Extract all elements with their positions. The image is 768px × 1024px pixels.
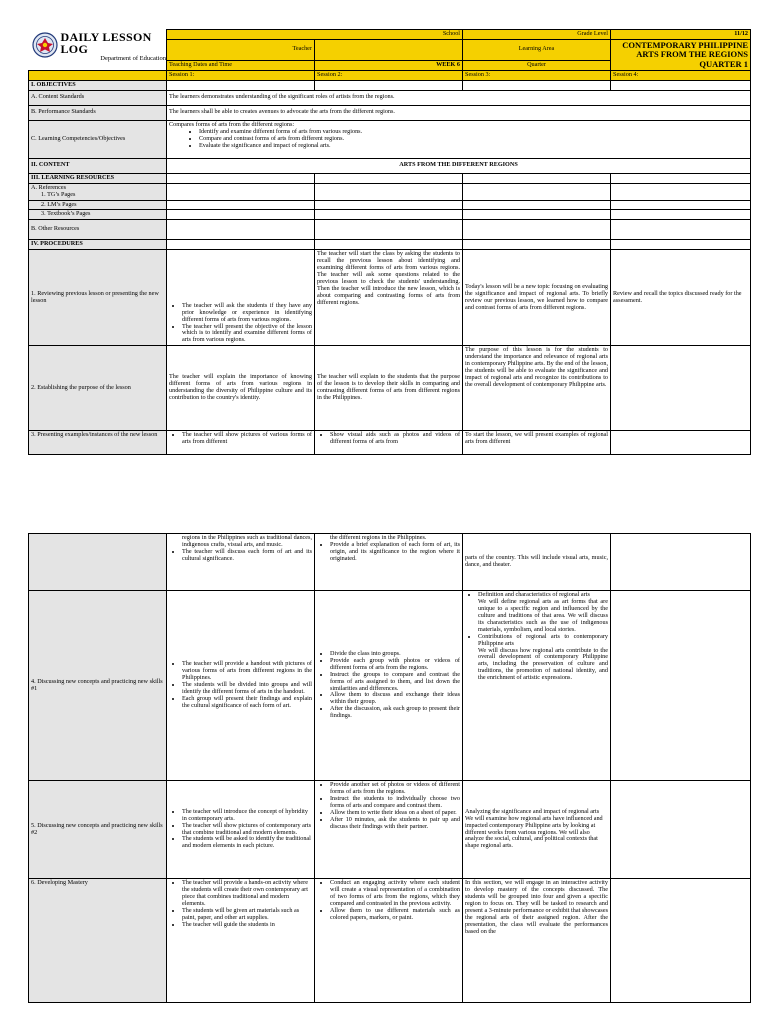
session-3-header: Session 3: <box>463 70 611 80</box>
list-item: • Allow them to write their ideas on a sheet of paper. <box>330 810 460 817</box>
competencies-intro: Compares forms of arts from the different regions: <box>169 120 295 128</box>
list-item: • The teacher will introduce the concept of hybridity in contemporary arts. <box>182 809 312 823</box>
references-label: A. References <box>31 183 67 191</box>
list-item: • The teacher will provide a hands-on activity where the students will create their own contemporary art piece that combines traditional and modern elements. <box>182 880 312 908</box>
procedure-3-session-3-cont: parts of the country. This will include visual arts, music, dance, and theater. <box>463 534 611 591</box>
procedure-4-session-4 <box>611 591 751 781</box>
quarter-label: Quarter <box>463 60 611 70</box>
procedure-5-session-1 <box>167 781 315 879</box>
content-heading: II. CONTENT <box>29 158 167 173</box>
teacher-value <box>315 40 463 61</box>
references-cell <box>29 183 167 200</box>
procedure-3-session-1 <box>167 431 315 455</box>
performance-standards-label: B. Performance Standards <box>29 105 167 120</box>
department-name: Department of Education <box>100 54 166 62</box>
list-item: • Instruct the students to individually choose two forms of arts and compare and contrast them. <box>330 796 460 810</box>
week-value: WEEK 6 <box>315 60 463 70</box>
list-item: • Identify and examine different forms of arts from various regions. <box>199 129 748 136</box>
learning-area-label: Learning Area <box>463 40 611 61</box>
school-label: School <box>167 30 463 40</box>
list-item: • The students will be divided into groups and will identify the different forms of arts in the handout. <box>182 682 312 696</box>
list-item: • The teacher will present the objective of the lesson which is to identify and examine different forms of arts from various regions. <box>182 324 312 345</box>
procedure-5-session-3 <box>463 781 611 879</box>
procedure-4-session-1 <box>167 591 315 781</box>
list-item: • The teacher will show pictures of various forms of arts from different <box>182 432 312 446</box>
content-standards-label: A. Content Standards <box>29 90 167 105</box>
competencies-label: C. Learning Competencies/Objectives <box>29 120 167 158</box>
procedure-6-session-4 <box>611 879 751 1003</box>
list-item: • The teacher will discuss each form of art and its cultural significance. <box>182 549 312 563</box>
grade-level-value: 11/12 <box>611 30 751 40</box>
learning-area-cell <box>611 40 751 71</box>
competencies-cell <box>167 120 751 158</box>
procedure-4-session-3 <box>463 591 611 781</box>
list-item: • The students will be asked to identify the traditional and modern elements in each picture. <box>182 836 312 850</box>
teaching-dates-label: Teaching Dates and Time <box>167 60 315 70</box>
quarter-value: QUARTER 1 <box>699 58 749 69</box>
list-item: • Provide each group with photos or videos of different forms of arts from the regions. <box>330 658 460 672</box>
procedure-5-label: 5. Discussing new concepts and practicing new skills #2 <box>29 781 167 879</box>
learning-area-value: CONTEMPORARY PHILIPPINE ARTS FROM THE REGIONS <box>622 40 749 59</box>
procedure-6-label: 6. Developing Mastery <box>29 879 167 1003</box>
list-item: • Contributions of regional arts to contemporary Philippine arts <box>478 634 608 648</box>
procedure-5-session-3-text: We will examine how regional arts have influenced and impacted contemporary Philippine arts by looking at different works from various regions. We will also analyze the social, cultural, and political contexts that shape regional arts. <box>465 814 603 850</box>
grade-level-label: Grade Level <box>463 30 611 40</box>
header-brand <box>29 30 167 71</box>
teacher-label: Teacher <box>167 40 315 61</box>
list-item: • Conduct an engaging activity where each student will create a visual representation of a combination of two forms of arts from the regions, which they compared and contrasted in the previous activity. <box>330 880 460 908</box>
lesson-log-page-1 <box>28 29 750 455</box>
procedure-2-session-4 <box>611 346 751 431</box>
procedure-3-session-2-cont-text: the different regions in the Philippines. <box>330 534 427 541</box>
procedure-6-session-1 <box>167 879 315 1003</box>
procedure-3-label-cont <box>29 534 167 591</box>
lesson-log-page-2 <box>28 533 750 1003</box>
procedure-3-session-1-cont <box>167 534 315 591</box>
procedure-5-session-3-heading: Analyzing the significance and impact of regional arts <box>465 807 600 815</box>
list-item: • The teacher will provide a handout with pictures of various forms of arts from different regions in the Philippines. <box>182 661 312 682</box>
procedure-2-session-2: The teacher will explain to the students that the purpose of the lesson is to develop their skills in comparing and contrasting different forms of arts from different regions in the Philippines. <box>315 346 463 431</box>
procedure-3-session-2 <box>315 431 463 455</box>
list-item: • The students will be given art materials such as paint, paper, and other art supplies. <box>182 908 312 922</box>
list-item: • Compare and contrast forms of arts from different regions. <box>199 136 748 143</box>
session-4-header: Session 4: <box>611 70 751 80</box>
list-item: • Divide the class into groups. <box>330 651 460 658</box>
procedures-heading: IV. PROCEDURES <box>29 240 167 250</box>
procedure-3-session-2-cont <box>315 534 463 591</box>
content-title: ARTS FROM THE DIFFERENT REGIONS <box>167 158 751 173</box>
procedure-3-session-4 <box>611 431 751 455</box>
list-item: • Allow them to use different materials such as colored papers, markers, or paint. <box>330 908 460 922</box>
textbook-pages-label: 3. Textbook’s Pages <box>29 210 167 220</box>
lesson-log-table-continued <box>28 533 751 1003</box>
procedure-3-session-3: To start the lesson, we will present examples of regional arts from different <box>463 431 611 455</box>
procedure-6-session-3: In this section, we will engage in an interactive activity to develop mastery of the concepts discussed. The students will be grouped into four and given a specific region to focus on. They will be tasked to research and present a 3-minute performance or exhibit that showcases the regional arts of their assigned region. After the presentation, the class will evaluate the performances based on the <box>463 879 611 1003</box>
list-item: • Instruct the groups to compare and contrast the forms of arts assigned to them, and list down the similarities and differences. <box>330 672 460 693</box>
procedure-5-session-2 <box>315 781 463 879</box>
list-item: • The teacher will show pictures of contemporary arts that combine traditional and modern elements. <box>182 823 312 837</box>
document-title: DAILY LESSON LOG <box>60 29 152 56</box>
procedure-1-label: 1. Reviewing previous lesson or presenting the new lesson <box>29 250 167 346</box>
list-item: • Definition and characteristics of regional arts <box>478 592 608 599</box>
procedure-6-session-2 <box>315 879 463 1003</box>
resources-heading: III. LEARNING RESOURCES <box>29 173 167 183</box>
other-resources-label: B. Other Resources <box>29 220 167 240</box>
procedure-2-session-1: The teacher will explain the importance of knowing different forms of arts from various regions in understanding the diversity of Philippine culture and its contribution to the country's identity. <box>167 346 315 431</box>
list-item: • The teacher will guide the students in <box>182 922 312 929</box>
competencies-list <box>169 129 748 150</box>
procedure-3-session-1-cont-text: regions in the Philippines such as traditional dances, indigenous crafts, visual arts, and music. <box>182 534 312 548</box>
lesson-log-table <box>28 29 751 455</box>
procedure-1-session-2: The teacher will start the class by asking the students to recall the previous lesson about identifying and examining different forms of arts from various regions. The teacher will ask some questions related to the previous lesson to check the students' understanding. Then the teacher will introduce the new lesson, which is about comparing and contrasting forms of arts from different regions. <box>315 250 463 346</box>
procedure-4-label: 4. Discussing new concepts and practicing new skills #1 <box>29 591 167 781</box>
session-2-header: Session 2: <box>315 70 463 80</box>
performance-standards-text: The learners shall be able to creates avenues to advocate the arts from the different regions. <box>167 105 751 120</box>
list-item: • The teacher will ask the students if they have any prior knowledge or experience in identifying different forms of arts from various regions. <box>182 303 312 324</box>
procedure-3-session-4-cont <box>611 534 751 591</box>
list-item: • Each group will present their findings and explain the cultural significance of each form of art. <box>182 696 312 710</box>
content-standards-text: The learners demonstrates understanding of the significant roles of artists from the regions. <box>167 90 751 105</box>
list-item: • Show visual aids such as photos and videos of different forms of arts from <box>330 432 460 446</box>
procedure-3-label: 3. Presenting examples/instances of the new lesson <box>29 431 167 455</box>
session-1-header: Session 1: <box>167 70 315 80</box>
list-item: • Provide a brief explanation of each form of art, its origin, and its significance to the region where it originated. <box>330 542 460 563</box>
procedure-4-session-2 <box>315 591 463 781</box>
tg-pages-label: 1. TG’s Pages <box>41 190 76 198</box>
procedure-4-session-3-text-2: We will discuss how regional arts contribute to the overall development of contemporary Philippine arts, including the preservation of culture and traditions, the promotion of national identity, and the enrichment of artistic expressions. <box>478 646 608 682</box>
list-item: • After the discussion, ask each group to present their findings. <box>330 706 460 720</box>
list-item: • After 10 minutes, ask the students to pair up and discuss their findings with their partner. <box>330 817 460 831</box>
procedure-1-session-4: Review and recall the topics discussed ready for the assessment. <box>611 250 751 346</box>
objectives-heading: I. OBJECTIVES <box>29 80 167 90</box>
procedure-4-session-3-text-1: We will define regional arts as art forms that are unique to a specific region and influenced by the culture and traditions of that area. We will discuss its characteristics such as the use of indigenous materials, symbolism, and local stories. <box>478 597 608 633</box>
lm-pages-label: 2. LM’s Pages <box>29 200 167 210</box>
list-item: • Evaluate the significance and impact of regional arts. <box>199 143 748 150</box>
procedure-1-session-1 <box>167 250 315 346</box>
procedure-2-session-3: The purpose of this lesson is for the students to understand the importance and relevance of regional arts in contemporary Philippine arts. By the end of the lesson, the students will be able to evaluate the significance and impact of regional arts and recognize its contributions to the overall development of contemporary Philippine arts. <box>463 346 611 431</box>
procedure-1-session-3: Today's lesson will be a new topic focusing on evaluating the significance and impact of regional arts. To briefly review our previous lesson, we learned how to compare and contrast forms of arts from different regions. <box>463 250 611 346</box>
procedure-2-label: 2. Establishing the purpose of the lesson <box>29 346 167 431</box>
session-header-blank <box>29 70 167 80</box>
list-item: • Allow them to discuss and exchange their ideas within their group. <box>330 692 460 706</box>
procedure-5-session-4 <box>611 781 751 879</box>
list-item: • Provide another set of photos or videos of different forms of arts from the regions. <box>330 782 460 796</box>
